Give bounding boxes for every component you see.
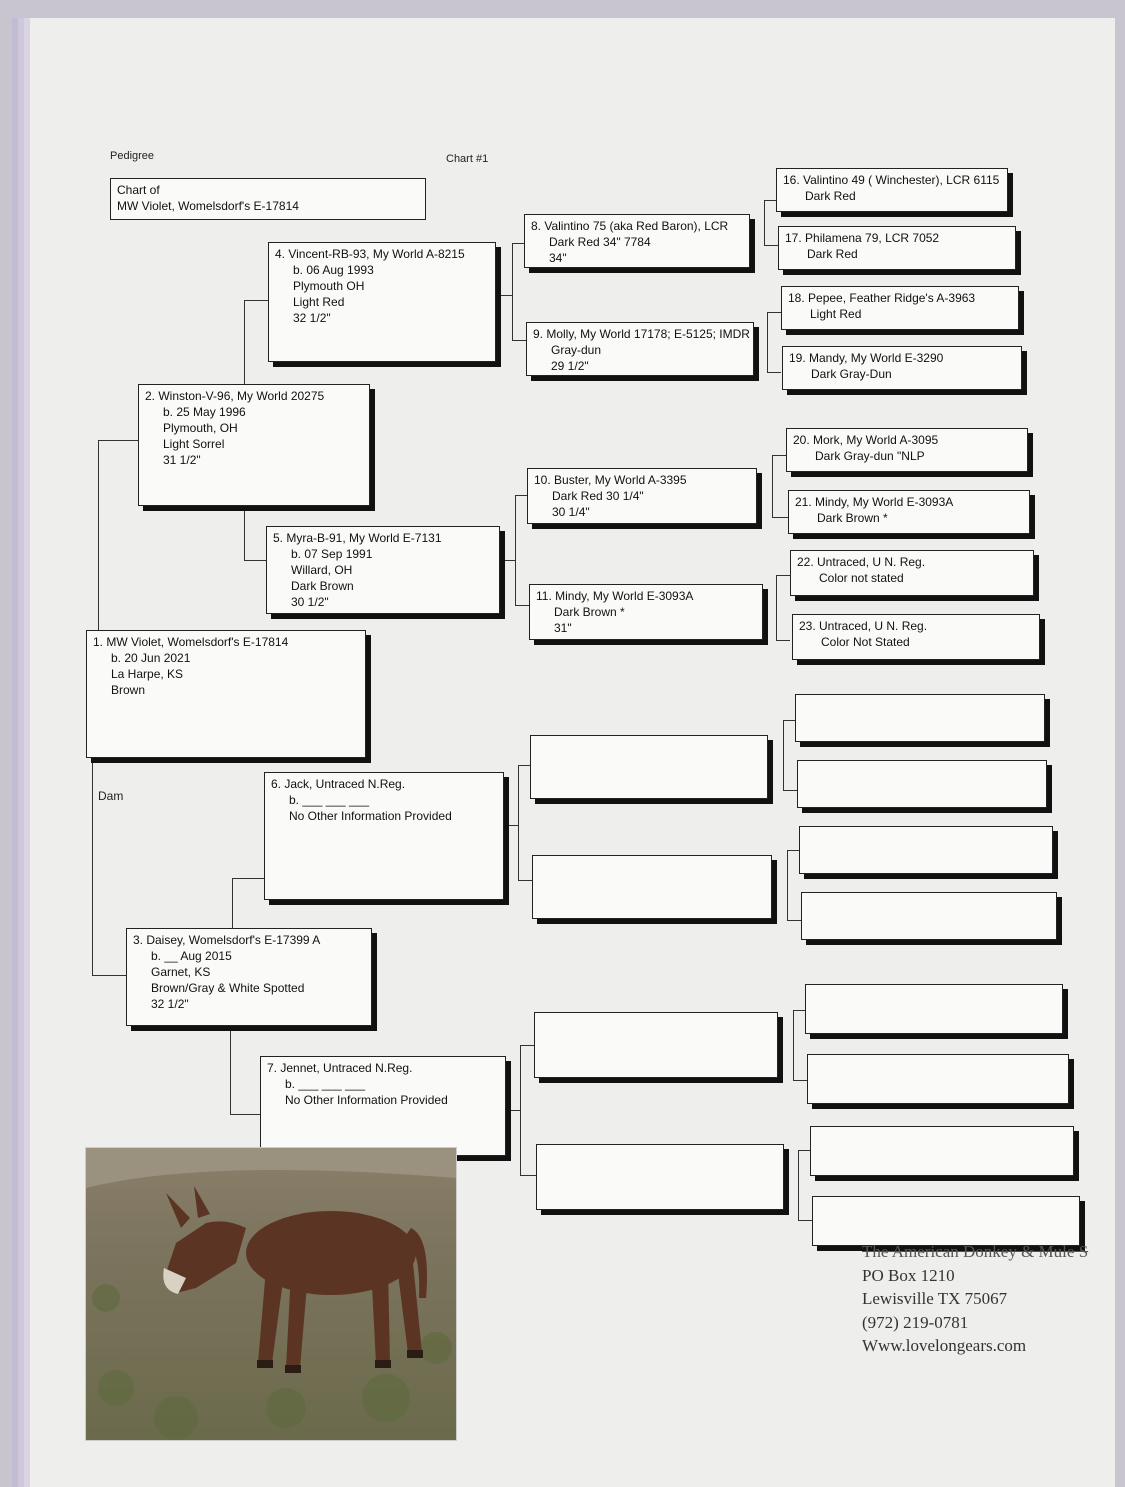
connector bbox=[783, 720, 795, 721]
ancestor-22-color: Color not stated bbox=[819, 571, 904, 585]
ancestor-10-line2: Dark Red 30 1/4" bbox=[552, 489, 644, 503]
connector bbox=[498, 295, 512, 296]
ancestor-7-born: b. ___ ___ ___ bbox=[285, 1077, 366, 1091]
connector bbox=[502, 560, 515, 561]
chart-number: Chart #1 bbox=[446, 153, 489, 165]
ancestor-10-line3: 30 1/4" bbox=[552, 505, 590, 519]
ancestor-5-color: Dark Brown bbox=[291, 579, 354, 593]
subject-color: Brown bbox=[111, 683, 146, 697]
ancestor-5-name: 5. Myra-B-91, My World E-7131 bbox=[273, 531, 442, 545]
ancestor-11-box bbox=[529, 584, 763, 640]
sire-name: 2. Winston-V-96, My World 20275 bbox=[145, 389, 325, 403]
sire-height: 31 1/2" bbox=[163, 453, 201, 467]
ancestor-4-born: b. 06 Aug 1993 bbox=[293, 263, 374, 277]
org-name: The American Donkey & Mule S bbox=[862, 1242, 1089, 1261]
connector bbox=[776, 575, 790, 576]
connector bbox=[793, 1010, 794, 1080]
connector bbox=[798, 1150, 810, 1151]
connector bbox=[767, 312, 768, 372]
address-line2: Lewisville TX 75067 bbox=[862, 1289, 1008, 1308]
empty-ancestor-box bbox=[532, 855, 772, 919]
ancestor-4-place: Plymouth OH bbox=[293, 279, 365, 293]
ancestor-9-name: 9. Molly, My World 17178; E-5125; IMDR bbox=[533, 327, 750, 341]
ancestor-5-born: b. 07 Sep 1991 bbox=[291, 547, 373, 561]
ancestor-21-name: 21. Mindy, My World E-3093A bbox=[795, 495, 954, 509]
chart-of-name: MW Violet, Womelsdorf's E-17814 bbox=[117, 199, 299, 213]
ancestor-10-box bbox=[527, 468, 757, 524]
ancestor-18-name: 18. Pepee, Feather Ridge's A-3963 bbox=[788, 291, 976, 305]
empty-ancestor-box bbox=[536, 1144, 784, 1210]
ancestor-22-name: 22. Untraced, U N. Reg. bbox=[797, 555, 926, 569]
ancestor-5-place: Willard, OH bbox=[291, 563, 353, 577]
ancestor-11-line3: 31" bbox=[554, 621, 572, 635]
empty-ancestor-box bbox=[795, 694, 1045, 742]
connector bbox=[772, 455, 773, 517]
connector bbox=[515, 495, 527, 496]
ancestor-6-born: b. ___ ___ ___ bbox=[289, 793, 370, 807]
address-line1: PO Box 1210 bbox=[862, 1265, 955, 1285]
connector bbox=[98, 440, 99, 630]
ancestor-18-color: Light Red bbox=[810, 307, 862, 321]
ancestor-4-box bbox=[268, 242, 496, 362]
connector bbox=[787, 920, 801, 921]
connector bbox=[767, 312, 781, 313]
empty-ancestor-box bbox=[805, 984, 1063, 1034]
dam-label: Dam bbox=[98, 789, 124, 803]
connector bbox=[793, 1010, 805, 1011]
connector bbox=[230, 1114, 262, 1115]
ancestor-16-box bbox=[776, 168, 1008, 212]
empty-ancestor-box bbox=[534, 1012, 778, 1078]
ancestor-11-line2: Dark Brown * bbox=[554, 605, 625, 619]
ancestor-8-line2: Dark Red 34" 7784 bbox=[549, 235, 651, 249]
sire-color: Light Sorrel bbox=[163, 437, 225, 451]
empty-ancestor-box bbox=[807, 1054, 1069, 1104]
ancestor-10-name: 10. Buster, My World A-3395 bbox=[534, 473, 687, 487]
ancestor-23-name: 23. Untraced, U N. Reg. bbox=[799, 619, 928, 633]
sire-place: Plymouth, OH bbox=[163, 421, 238, 435]
connector bbox=[793, 1080, 807, 1081]
empty-ancestor-box bbox=[799, 826, 1053, 874]
dam-place: Garnet, KS bbox=[151, 965, 211, 979]
connector bbox=[518, 765, 519, 880]
ancestor-19-color: Dark Gray-Dun bbox=[811, 367, 892, 381]
connector bbox=[776, 640, 790, 641]
connector bbox=[772, 455, 786, 456]
ancestor-4-name: 4. Vincent-RB-93, My World A-8215 bbox=[275, 247, 465, 261]
ancestor-20-name: 20. Mork, My World A-3095 bbox=[793, 433, 939, 447]
ancestor-19-name: 19. Mandy, My World E-3290 bbox=[789, 351, 944, 365]
connector bbox=[520, 1045, 521, 1175]
connector bbox=[772, 517, 788, 518]
ancestor-17-name: 17. Philamena 79, LCR 7052 bbox=[785, 231, 940, 245]
connector bbox=[783, 720, 784, 790]
connector bbox=[512, 340, 526, 341]
ancestor-6-name: 6. Jack, Untraced N.Reg. bbox=[271, 777, 406, 791]
ancestor-6-box bbox=[264, 772, 504, 900]
subject-box bbox=[86, 630, 366, 758]
connector bbox=[512, 243, 513, 340]
connector bbox=[767, 372, 781, 373]
ancestor-23-color: Color Not Stated bbox=[821, 635, 910, 649]
subject-born: b. 20 Jun 2021 bbox=[111, 651, 191, 665]
connector bbox=[507, 1110, 520, 1111]
ancestor-8-box bbox=[524, 214, 750, 268]
ancestor-8-line3: 34" bbox=[549, 251, 567, 265]
sire-born: b. 25 May 1996 bbox=[163, 405, 246, 419]
connector bbox=[787, 850, 799, 851]
ancestor-21-color: Dark Brown * bbox=[817, 511, 888, 525]
connector bbox=[518, 765, 530, 766]
connector bbox=[92, 975, 128, 976]
empty-ancestor-box bbox=[812, 1196, 1080, 1246]
ancestor-9-box bbox=[526, 322, 754, 376]
connector bbox=[230, 1028, 231, 1114]
connector bbox=[783, 790, 797, 791]
chart-of-box bbox=[110, 178, 426, 220]
connector bbox=[798, 1220, 812, 1221]
address-block bbox=[862, 1242, 1089, 1358]
subject-place: La Harpe, KS bbox=[111, 667, 184, 681]
address-web: Www.lovelongears.com bbox=[862, 1336, 1027, 1355]
ancestor-4-color: Light Red bbox=[293, 295, 345, 309]
ancestor-22-box bbox=[790, 550, 1034, 596]
connector bbox=[505, 825, 518, 826]
connector bbox=[244, 560, 268, 561]
connector bbox=[232, 878, 266, 879]
connector bbox=[92, 760, 93, 975]
ancestor-9-line3: 29 1/2" bbox=[551, 359, 589, 373]
ancestor-7-name: 7. Jennet, Untraced N.Reg. bbox=[267, 1061, 413, 1075]
ancestor-4-height: 32 1/2" bbox=[293, 311, 331, 325]
ancestor-20-box bbox=[786, 428, 1028, 472]
donkey-photo bbox=[85, 1147, 457, 1441]
empty-ancestor-box bbox=[810, 1126, 1074, 1176]
chart-of-label: Chart of bbox=[117, 183, 160, 197]
dam-color: Brown/Gray & White Spotted bbox=[151, 981, 305, 995]
empty-ancestor-box bbox=[801, 892, 1057, 940]
connector bbox=[764, 245, 778, 246]
ancestor-17-color: Dark Red bbox=[807, 247, 858, 261]
connector bbox=[520, 1175, 536, 1176]
ancestor-16-name: 16. Valintino 49 ( Winchester), LCR 6115 bbox=[783, 173, 1000, 187]
ancestor-7-info: No Other Information Provided bbox=[285, 1093, 448, 1107]
ancestor-17-box bbox=[778, 226, 1016, 270]
ancestor-19-box bbox=[782, 346, 1022, 390]
ancestor-9-line2: Gray-dun bbox=[551, 343, 602, 357]
connector bbox=[764, 200, 765, 245]
connector bbox=[515, 605, 529, 606]
ancestor-11-name: 11. Mindy, My World E-3093A bbox=[536, 589, 694, 603]
ancestor-21-box bbox=[788, 490, 1030, 534]
dam-born: b. __ Aug 2015 bbox=[151, 949, 232, 963]
ancestor-7-box bbox=[260, 1056, 506, 1156]
connector bbox=[244, 300, 245, 385]
ancestor-5-box bbox=[266, 526, 500, 614]
connector bbox=[512, 243, 524, 244]
connector bbox=[98, 440, 140, 441]
connector bbox=[787, 850, 788, 920]
ancestor-20-color: Dark Gray-dun "NLP bbox=[815, 449, 925, 463]
connector bbox=[518, 880, 532, 881]
connector bbox=[520, 1045, 534, 1046]
connector bbox=[244, 505, 245, 560]
connector bbox=[232, 878, 233, 928]
connector bbox=[515, 495, 516, 605]
connector bbox=[244, 300, 270, 301]
ancestor-23-box bbox=[792, 614, 1040, 660]
pedigree-label: Pedigree bbox=[110, 150, 155, 162]
ancestor-8-name: 8. Valintino 75 (aka Red Baron), LCR bbox=[531, 219, 729, 233]
dam-name: 3. Daisey, Womelsdorf's E-17399 A bbox=[133, 933, 321, 947]
connector bbox=[798, 1150, 799, 1220]
connector bbox=[776, 575, 777, 640]
address-phone: (972) 219-0781 bbox=[862, 1312, 969, 1332]
ancestor-6-info: No Other Information Provided bbox=[289, 809, 452, 823]
sire-box bbox=[138, 384, 370, 506]
ancestor-5-height: 30 1/2" bbox=[291, 595, 329, 609]
connector bbox=[764, 200, 776, 201]
empty-ancestor-box bbox=[530, 735, 768, 799]
dam-height: 32 1/2" bbox=[151, 997, 189, 1011]
subject-name: 1. MW Violet, Womelsdorf's E-17814 bbox=[93, 635, 289, 649]
dam-box bbox=[126, 928, 372, 1026]
empty-ancestor-box bbox=[797, 760, 1047, 808]
ancestor-18-box bbox=[781, 286, 1019, 330]
ancestor-16-color: Dark Red bbox=[805, 189, 856, 203]
